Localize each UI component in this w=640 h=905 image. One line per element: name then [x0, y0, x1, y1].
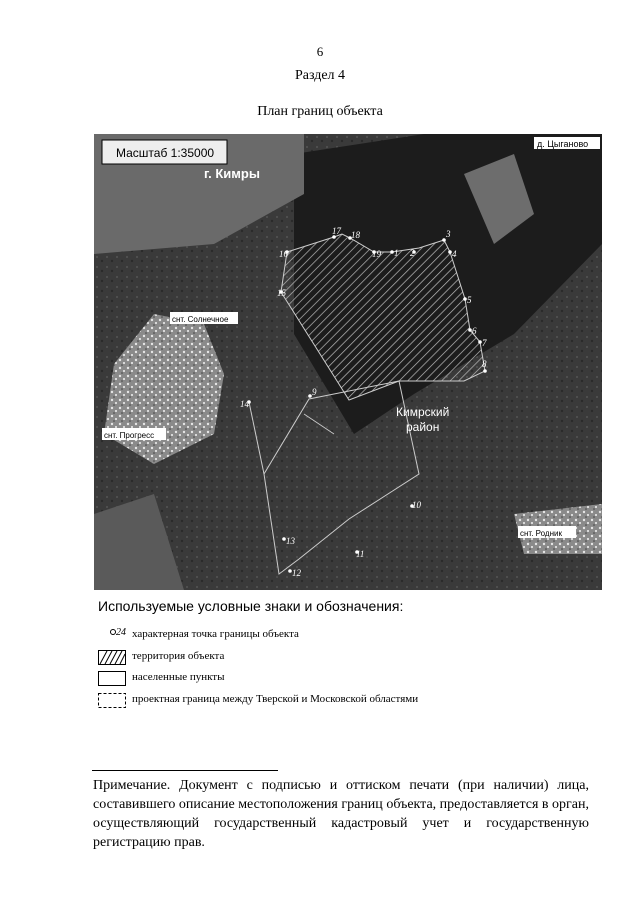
point-label-9: 9	[312, 387, 317, 397]
district-label-line1: Кимрский	[396, 405, 450, 419]
point-label-11: 11	[356, 549, 365, 559]
point-label-3: 3	[446, 229, 451, 239]
point-label-19: 19	[372, 249, 381, 259]
city-kimry-label: г. Кимры	[204, 166, 260, 181]
boundary-map	[94, 134, 602, 590]
footnote-separator	[92, 770, 278, 771]
scale-label: Масштаб 1:35000	[116, 146, 215, 160]
point-label-12: 12	[292, 568, 301, 578]
legend-label-point: характерная точка границы объекта	[132, 628, 299, 640]
point-label-4: 4	[452, 249, 457, 259]
plan-title: План границ объекта	[257, 104, 383, 119]
snt-rodnik-label: снт. Родник	[520, 529, 562, 538]
page-number: 6	[316, 44, 324, 59]
point-label-16: 16	[279, 249, 288, 259]
point-label-8: 8	[482, 359, 487, 369]
point-label-1: 1	[394, 248, 399, 258]
note-text: Примечание. Документ с подписью и оттиском печати (при наличии) лица, составившего описание местоположения границ объекта, предоставляется в орган, осуществляющий государственный кадастровый учет и государственную регистрацию прав.	[93, 778, 589, 850]
point-label-14: 14	[240, 399, 249, 409]
snt-progress-label: снт. Прогресс	[104, 431, 155, 440]
point-label-13: 13	[286, 536, 295, 546]
hatch-symbol	[98, 650, 126, 665]
point-label-6: 6	[472, 326, 477, 336]
border-symbol	[98, 693, 126, 708]
village-tsyganovo-label: д. Цыганово	[537, 139, 589, 149]
legend-point-sample: 24	[116, 627, 126, 638]
snt-solnechnoe-label: снт. Солнечное	[172, 315, 229, 324]
point-label-18: 18	[351, 230, 360, 240]
district-label-line2: район	[406, 420, 440, 434]
point-label-17: 17	[332, 226, 341, 236]
point-label-10: 10	[412, 500, 421, 510]
legend-label-border: проектная граница между Тверской и Московской областями	[132, 693, 419, 705]
point-label-5: 5	[467, 295, 472, 305]
point-label-2: 2	[410, 248, 415, 258]
point-label-15: 15	[277, 288, 286, 298]
point-label-7: 7	[482, 338, 487, 348]
boundary-point-8	[483, 369, 487, 373]
legend-label-territory: территория объекта	[132, 650, 225, 662]
legend-title: Используемые условные знаки и обозначения:	[98, 598, 404, 614]
settlement-symbol	[98, 671, 126, 686]
legend-label-settlement: населенные пункты	[132, 671, 225, 683]
section-title: Раздел 4	[294, 68, 346, 83]
